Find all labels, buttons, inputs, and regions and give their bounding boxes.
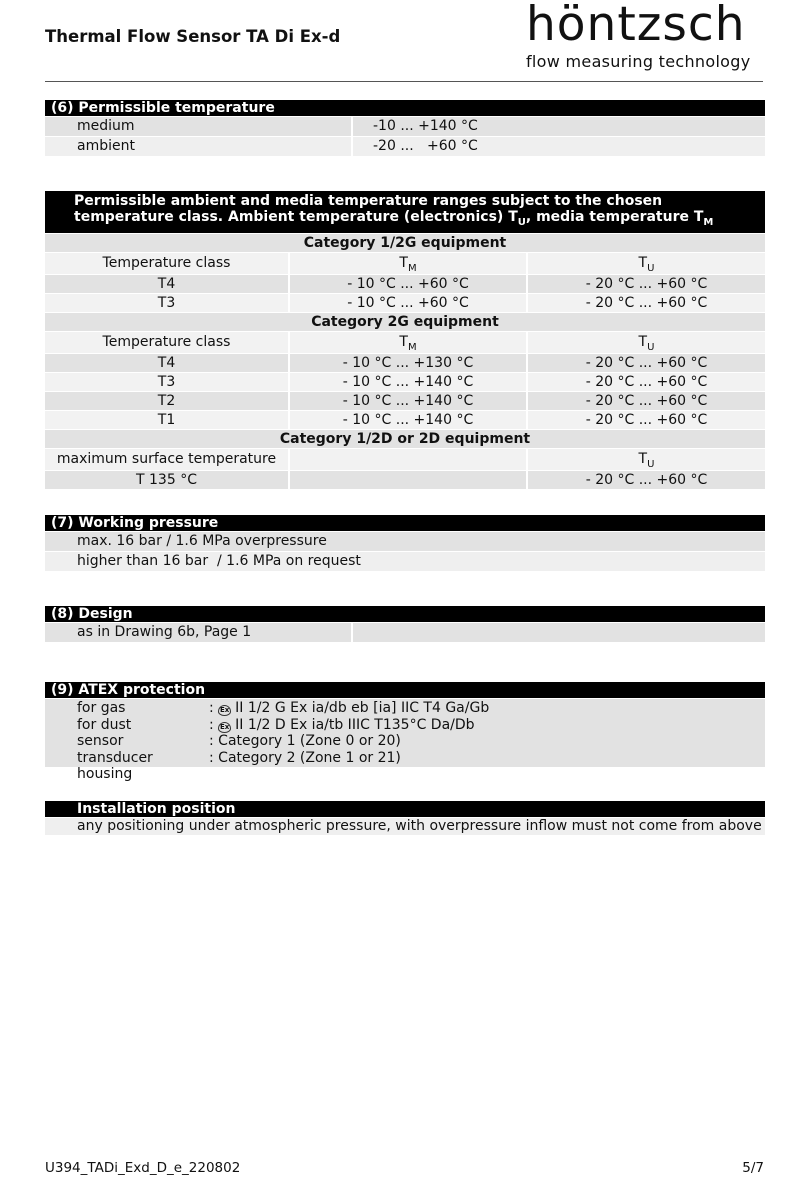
table-row: as in Drawing 6b, Page 1 xyxy=(45,623,765,642)
header-cell: Temperature class xyxy=(45,253,288,274)
header-cell xyxy=(290,449,526,470)
row-value: -20 ... +60 °C xyxy=(353,137,765,156)
section-heading: (9) ATEX protection xyxy=(45,682,765,698)
column-header-row xyxy=(45,449,765,470)
section-working-pressure xyxy=(45,515,765,571)
table-row: higher than 16 bar / 1.6 MPa on request xyxy=(45,552,765,571)
list-item: transducer housing : Category 2 (Zone 1 or 21) xyxy=(77,749,401,782)
table-row: T2 - 10 °C ... +140 °C - 20 °C ... +60 °C xyxy=(45,392,765,410)
row-label: ambient xyxy=(45,137,351,156)
header-divider xyxy=(45,81,763,82)
list-item: for gas : Ex II 1/2 G Ex ia/db eb [ia] IIC T4 Ga/Gb xyxy=(77,700,490,716)
table-row xyxy=(45,137,765,156)
table-row: T3 - 10 °C ... +140 °C - 20 °C ... +60 °C xyxy=(45,373,765,391)
atex-list xyxy=(45,699,765,782)
document-id: U394_TADi_Exd_D_e_220802 xyxy=(45,1160,241,1176)
section-design xyxy=(45,606,765,642)
category-heading: Category 1/2D or 2D equipment xyxy=(45,430,765,448)
table-row xyxy=(45,117,765,136)
list-item: for dust : Ex II 1/2 D Ex ia/tb IIIC T135°C Da/Db xyxy=(77,716,475,733)
header-cell: $T_U$ xyxy=(528,253,765,274)
table-row: T4 - 10 °C ... +60 °C - 20 °C ... +60 °C xyxy=(45,275,765,293)
column-header-row xyxy=(45,332,765,353)
row-label: medium xyxy=(45,117,351,136)
section-heading: (6) Permissible temperature xyxy=(45,100,765,116)
header-cell: Temperature class xyxy=(45,332,288,353)
row-value: -10 ... +140 °C xyxy=(353,117,765,136)
category-heading: Category 2G equipment xyxy=(45,313,765,331)
header-cell: $T_U$ xyxy=(528,449,765,470)
heading-line: temperature class. Ambient temperature (electronics) $T_U$, media temperature $T_M$ xyxy=(74,209,714,228)
list-item: sensor : Category 1 (Zone 0 or 20) xyxy=(77,733,401,749)
heading-line: Permissible ambient and media temperature ranges subject to the chosen xyxy=(74,193,663,209)
header-cell: $T_U$ xyxy=(528,332,765,353)
section-heading: (7) Working pressure xyxy=(45,515,765,531)
temperature-ranges-table xyxy=(45,191,765,489)
section-permissible-temperature xyxy=(45,100,765,156)
company-logo xyxy=(526,0,766,71)
logo-wordmark: höntzsch xyxy=(526,0,746,52)
table-row: T4 - 10 °C ... +130 °C - 20 °C ... +60 °C xyxy=(45,354,765,372)
table-row: max. 16 bar / 1.6 MPa overpressure xyxy=(45,532,765,551)
column-header-row xyxy=(45,253,765,274)
table-row: T1 - 10 °C ... +140 °C - 20 °C ... +60 °C xyxy=(45,411,765,429)
document-title: Thermal Flow Sensor TA Di Ex-d xyxy=(45,27,341,46)
header-cell: $T_M$ xyxy=(290,332,526,353)
table-row: T3 - 10 °C ... +60 °C - 20 °C ... +60 °C xyxy=(45,294,765,312)
ex-mark-icon: Ex xyxy=(220,722,230,731)
header-cell: maximum surface temperature xyxy=(45,449,288,470)
section-installation-position xyxy=(45,801,765,835)
table-row: any positioning under atmospheric pressure, with overpressure inflow must not come from above xyxy=(45,818,765,835)
logo-tagline: flow measuring technology xyxy=(526,52,751,71)
ex-mark-icon: Ex xyxy=(220,706,230,714)
table-heading xyxy=(45,191,765,233)
category-heading: Category 1/2G equipment xyxy=(45,234,765,252)
table-row: T 135 °C - 20 °C ... +60 °C xyxy=(45,471,765,489)
page-number: 5/7 xyxy=(742,1160,764,1176)
section-atex-protection xyxy=(45,682,765,782)
section-heading: Installation position xyxy=(45,801,765,817)
section-heading: (8) Design xyxy=(45,606,765,622)
header-cell: $T_M$ xyxy=(290,253,526,274)
